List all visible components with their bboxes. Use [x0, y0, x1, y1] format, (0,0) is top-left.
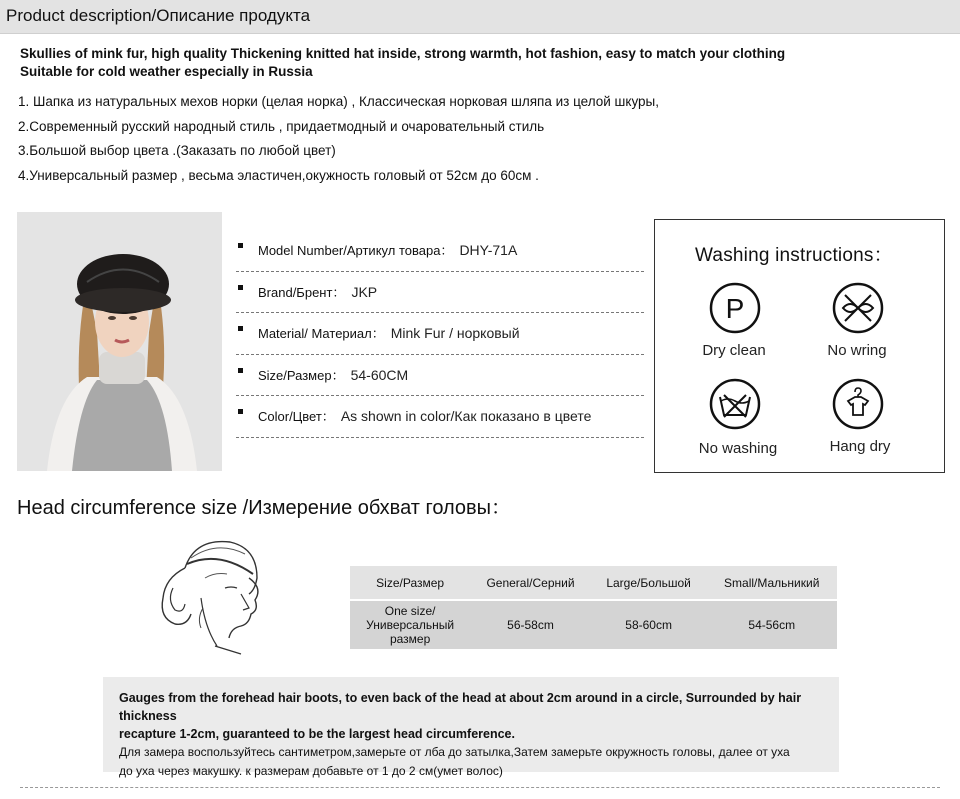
- washing-title: Washing instructions：: [695, 245, 893, 266]
- spec-value: DHY-71A: [459, 242, 518, 258]
- header-bar: [0, 0, 960, 34]
- table-header-cell: Small/Мальникий: [706, 566, 837, 599]
- dry-clean-icon: [708, 281, 762, 335]
- bullet-icon: [238, 409, 243, 414]
- feature-list: [18, 90, 918, 188]
- spec-value: As shown in color/Как показано в цвете: [340, 408, 592, 424]
- feature-item: 1. Шапка из натуральных мехов норки (целая норка) , Классическая норковая шляпа из целой шкуры,: [18, 94, 659, 109]
- intro-line-1: Skullies of mink fur, high quality Thickening knitted hat inside, strong warmth, hot fashion, easy to match your clothing: [20, 46, 786, 61]
- spec-label: Material/ Материал： Mink Fur / норковый: [258, 325, 520, 341]
- head-measurement-illustration: [145, 528, 275, 658]
- wash-label: Dry clean: [702, 342, 766, 359]
- spec-label: Size/Размер： 54-60CM: [258, 366, 409, 383]
- note-en-line-2: recapture 1-2cm, guaranteed to be the largest head circumference.: [119, 727, 515, 741]
- spec-row-color: [236, 396, 644, 438]
- bullet-icon: [238, 243, 243, 248]
- note-en-line-1: Gauges from the forehead hair boots, to even back of the head at about 2cm around in a circle, Surrounded by hair thickness: [119, 691, 802, 723]
- spec-row-brand: [236, 272, 644, 314]
- washing-instructions-box: [654, 219, 945, 473]
- table-header-row: [350, 566, 837, 599]
- no-washing-icon: [708, 377, 762, 431]
- product-photo: [17, 212, 222, 471]
- table-header-cell: Size/Размер: [350, 566, 470, 599]
- svg-text:P: P: [725, 293, 745, 324]
- note-ru-line-2: до уха через макушку. к размерам добавьте от 1 до 2 см(умет волос): [119, 764, 503, 778]
- feature-item: 2.Современный русский народный стиль , придаетмодный и очаровательный стиль: [18, 118, 545, 134]
- no-wring-icon: [831, 281, 885, 335]
- size-table: [350, 566, 837, 649]
- spec-row-size: [236, 355, 644, 397]
- spec-list: [236, 230, 644, 438]
- head-size-title: Head circumference size /Измерение обхват головы：: [17, 497, 512, 519]
- spec-value: Mink Fur / норковый: [390, 325, 520, 341]
- spec-row-material: [236, 313, 644, 355]
- table-cell-size-label: One size/ Универсальный размер: [350, 601, 470, 649]
- intro-text: [20, 45, 920, 81]
- wash-label: Hang dry: [829, 438, 891, 455]
- bullet-icon: [238, 285, 243, 290]
- spec-value: JKP: [351, 283, 378, 300]
- section-title-product-description: Product description/Описание продукта: [6, 6, 311, 25]
- table-cell: 56-58cm: [470, 601, 591, 649]
- measurement-note: [103, 677, 839, 778]
- table-cell: 54-56cm: [706, 601, 837, 649]
- spec-label: Brand/Брент： JKP: [258, 283, 378, 300]
- table-row: [350, 601, 837, 649]
- wash-label: No wring: [827, 342, 887, 359]
- table-header-cell: Large/Большой: [591, 566, 707, 599]
- table-cell: 58-60cm: [591, 601, 707, 649]
- table-header-cell: General/Серний: [470, 566, 591, 599]
- feature-item: 3.Большой выбор цвета .(Заказать по любой цвет): [18, 143, 336, 158]
- spec-label: Color/Цвет： As shown in color/Как показано в цвете: [258, 408, 592, 424]
- feature-item: 4.Универсальный размер , весьма эластичен,окужность головый от 52см до 60см .: [18, 167, 539, 183]
- intro-line-2: Suitable for cold weather especially in Russia: [20, 64, 313, 79]
- bullet-icon: [238, 368, 243, 373]
- spec-label: Model Number/Артикул товара： DHY-71A: [258, 242, 518, 258]
- bullet-icon: [238, 326, 243, 331]
- note-ru-line-1: Для замера воспользуйтесь сантиметром,замерьте от лба до затылка,Затем замерьте окружность головы, далее от уха: [119, 745, 790, 759]
- spec-value: 54-60CM: [350, 366, 409, 383]
- spec-row-model: [236, 230, 644, 272]
- wash-label: No washing: [698, 440, 778, 457]
- hang-dry-icon: [831, 377, 885, 431]
- divider: [20, 787, 940, 788]
